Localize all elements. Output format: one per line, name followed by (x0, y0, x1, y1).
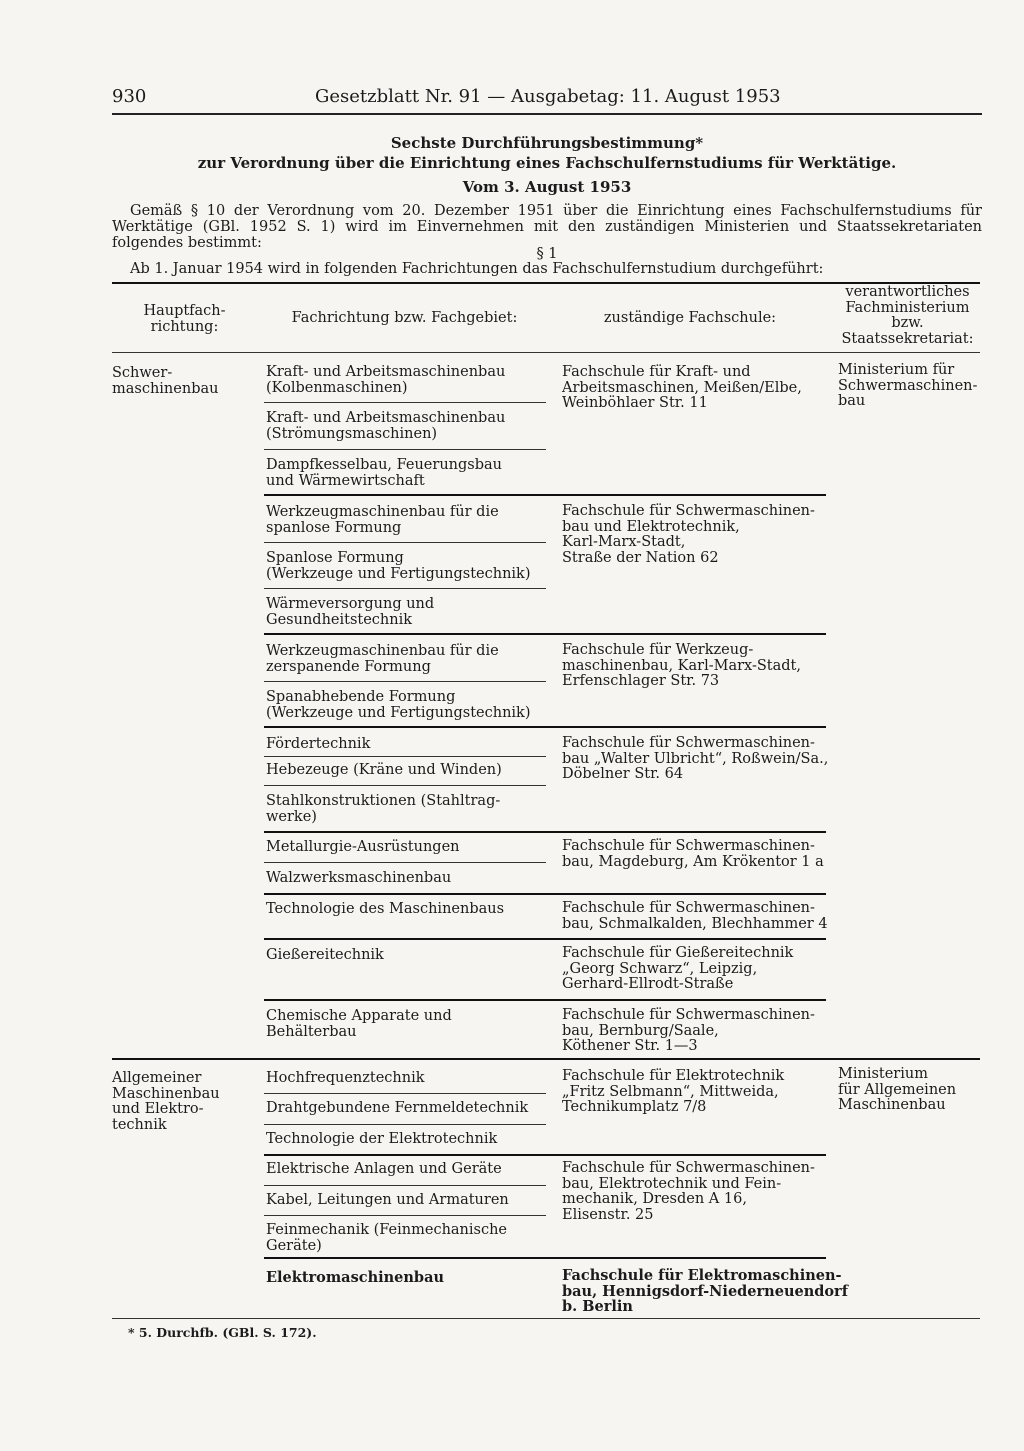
fachrichtung-item: Dampfkesselbau, Feuerungsbau und Wärmewirtschaft (266, 457, 502, 489)
footnote: * 5. Durchfb. (GBl. S. 172). (128, 1325, 317, 1340)
fachrichtung-item: Kabel, Leitungen und Armaturen (266, 1192, 509, 1208)
row-divider (264, 1185, 546, 1186)
page-number: 930 (112, 86, 147, 107)
gazette-header: Gesetzblatt Nr. 91 — Ausgabetag: 11. August 1953 (315, 86, 781, 107)
header-fachrichtung: Fachrichtung bzw. Fachgebiet: (291, 310, 518, 326)
row-divider (264, 449, 546, 450)
fachrichtung-item: Gießereitechnik (266, 947, 384, 963)
ministerium-allgemeiner-maschinenbau: Ministerium für Allgemeinen Maschinenbau (838, 1066, 957, 1113)
row-divider (264, 1124, 546, 1125)
fachschule-item: Fachschule für Schwermaschinen- bau „Walter Ulbricht“, Roßwein/Sa., Döbelner Str. 64 (562, 735, 829, 782)
fachschule-item: Fachschule für Schwermaschinen- bau und Elektrotechnik, Karl-Marx-Stadt, Straße der Nation 62 (562, 503, 815, 566)
fachrichtung-item: Werkzeugmaschinenbau für die spanlose Formung (266, 504, 499, 536)
fachrichtung-item: Elektrische Anlagen und Geräte (266, 1161, 502, 1177)
fachschule-item: Fachschule für Elektrotechnik „Fritz Selbmann“, Mittweida, Technikumplatz 7/8 (562, 1068, 785, 1115)
row-divider (264, 542, 546, 543)
fachrichtung-item: Walzwerksmaschinenbau (266, 870, 452, 886)
fachrichtung-item: Chemische Apparate und Behälterbau (266, 1008, 452, 1040)
document-title: Sechste Durchführungsbestimmung* (390, 134, 704, 152)
fachschule-item: Fachschule für Werkzeug- maschinenbau, Karl-Marx-Stadt, Erfenschlager Str. 73 (562, 642, 801, 689)
hauptfachrichtung-allgemeiner-maschinenbau: Allgemeiner Maschinenbau und Elektro- technik (112, 1070, 220, 1133)
ministerium-schwermaschinenbau: Ministerium für Schwermaschinen- bau (838, 362, 978, 409)
fachrichtung-item: Stahlkonstruktionen (Stahltrag- werke) (266, 793, 501, 825)
block-divider (264, 938, 826, 940)
block-divider (264, 1154, 826, 1156)
fachrichtung-item: Elektromaschinenbau (266, 1269, 445, 1286)
section-mark: § 1 (536, 246, 558, 262)
block-divider (264, 999, 826, 1001)
row-divider (264, 402, 546, 403)
block-divider (264, 1257, 826, 1259)
header-hauptfachrichtung: Hauptfach- richtung: (143, 303, 226, 335)
row-divider (264, 1215, 546, 1216)
header-rule (112, 113, 982, 115)
table-bottom-rule (112, 1318, 980, 1319)
block-divider (264, 633, 826, 635)
fachrichtung-item: Technologie der Elektrotechnik (266, 1131, 498, 1147)
fachschule-item: Fachschule für Kraft- und Arbeitsmaschinen, Meißen/Elbe, Weinböhlaer Str. 11 (562, 364, 802, 411)
block-divider (264, 726, 826, 728)
fachrichtung-item: Kraft- und Arbeitsmaschinenbau (Strömungsmaschinen) (266, 410, 506, 442)
hauptfachrichtung-schwermaschinenbau: Schwer- maschinenbau (112, 365, 219, 397)
fachschule-item: Fachschule für Schwermaschinen- bau, Elektrotechnik und Fein- mechanik, Dresden A 16, Elisenstr. 25 (562, 1160, 815, 1223)
fachrichtung-item: Hebezeuge (Kräne und Winden) (266, 762, 502, 778)
preamble-text: Gemäß § 10 der Verordnung vom 20. Dezember 1951 über die Einrichtung eines Fachschulfernstudiums für Werktätige (GBl. 1952 S. 1) wird im Einvernehmen mit den zuständigen Ministerien und Staatssekretariaten folgendes bestimmt: (112, 203, 982, 251)
fachrichtung-item: Metallurgie-Ausrüstungen (266, 839, 460, 855)
fachrichtung-item: Wärmeversorgung und Gesundheitstechnik (266, 596, 435, 628)
fachschule-item: Fachschule für Schwermaschinen- bau, Bernburg/Saale, Köthener Str. 1—3 (562, 1007, 815, 1054)
fachrichtung-item: Hochfrequenztechnik (266, 1070, 425, 1086)
fachrichtung-item: Spanabhebende Formung (Werkzeuge und Fertigungstechnik) (266, 689, 531, 721)
row-divider (264, 756, 546, 757)
row-divider (264, 588, 546, 589)
fachrichtung-item: Feinmechanik (Feinmechanische Geräte) (266, 1222, 508, 1254)
fachrichtung-item: Werkzeugmaschinenbau für die zerspanende Formung (266, 643, 499, 675)
header-fachschule: zuständige Fachschule: (603, 310, 777, 326)
fachschule-item: Fachschule für Gießereitechnik „Georg Schwarz“, Leipzig, Gerhard-Ellrodt-Straße (562, 945, 794, 992)
block-divider (264, 893, 826, 895)
row-divider (264, 785, 546, 786)
row-divider (264, 862, 546, 863)
fachschule-item: Fachschule für Schwermaschinen- bau, Schmalkalden, Blechhammer 4 (562, 900, 828, 932)
fachrichtung-item: Spanlose Formung (Werkzeuge und Fertigungstechnik) (266, 550, 531, 582)
fachschule-item: Fachschule für Elektromaschinen- bau, Hennigsdorf-Niederneuendorf b. Berlin (562, 1267, 848, 1315)
row-divider (264, 681, 546, 682)
block-divider (264, 831, 826, 833)
document-date: Vom 3. August 1953 (462, 178, 632, 196)
header-bottom-rule (112, 352, 980, 353)
block-divider (264, 494, 826, 496)
group-divider (112, 1058, 980, 1060)
fachrichtung-item: Drahtgebundene Fernmeldetechnik (266, 1100, 529, 1116)
fachschule-item: Fachschule für Schwermaschinen- bau, Magdeburg, Am Krökentor 1 a (562, 838, 824, 870)
fachrichtung-item: Kraft- und Arbeitsmaschinenbau (Kolbenmaschinen) (266, 364, 506, 396)
row-divider (264, 1093, 546, 1094)
header-ministerium: verantwortliches Fachministerium bzw. Staatssekretariat: (841, 284, 974, 347)
document-subtitle: zur Verordnung über die Einrichtung eines Fachschulfernstudiums für Werktätige. (197, 154, 897, 172)
section-text: Ab 1. Januar 1954 wird in folgenden Fachrichtungen das Fachschulfernstudium durchgeführt: (130, 261, 824, 277)
fachrichtung-item: Technologie des Maschinenbaus (266, 901, 505, 917)
fachrichtung-item: Fördertechnik (266, 736, 371, 752)
